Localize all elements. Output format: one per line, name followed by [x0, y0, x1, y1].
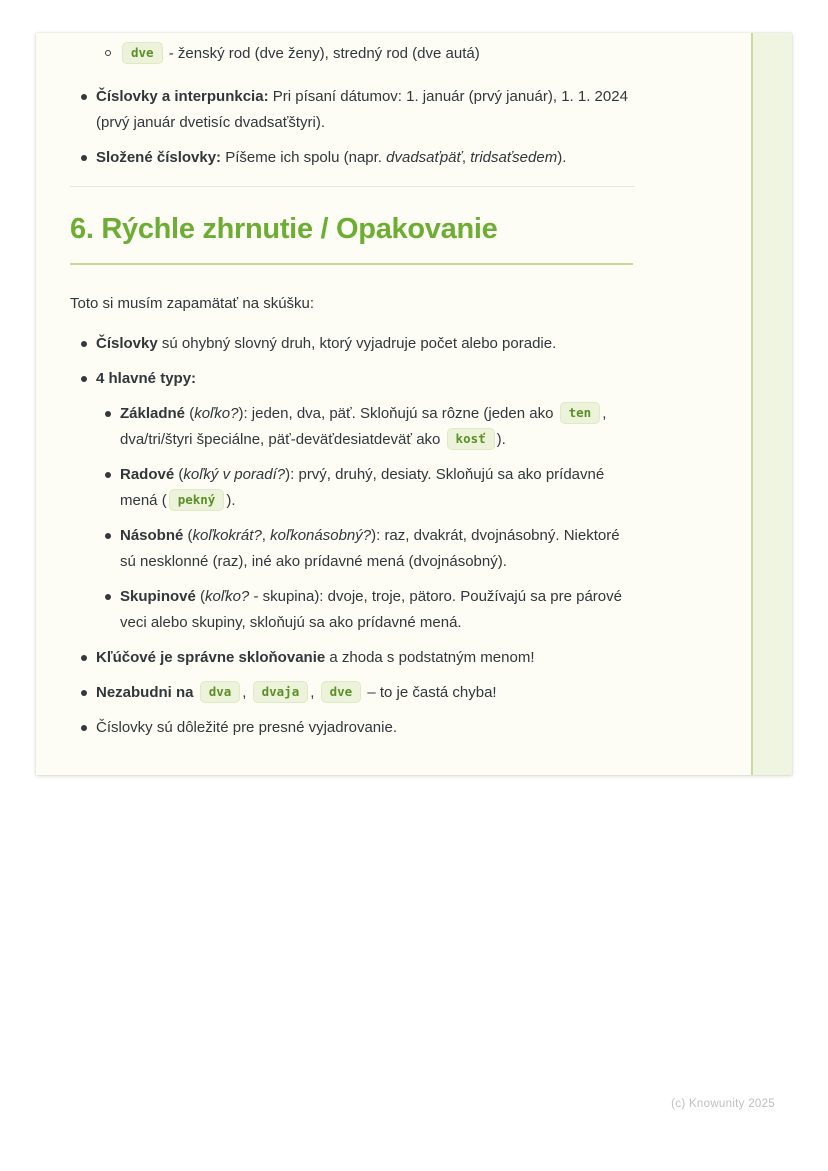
document-content — [36, 33, 635, 741]
text: a zhoda s podstatným menom! — [325, 649, 535, 666]
disc-bullet-icon — [81, 94, 87, 100]
list-item-text — [96, 715, 635, 741]
text: ( — [174, 466, 184, 483]
list-item-text — [96, 366, 635, 392]
text: ): raz, dvakrát, dvojnásobný. Niektoré sú nesklonné (raz), iné ako prídavné mená (dvojnásobný). — [120, 527, 620, 570]
list-item-text — [120, 41, 635, 67]
text: ): jeden, dva, päť. Skloňujú sa rôzne (jeden ako — [238, 405, 558, 422]
text: , — [261, 527, 271, 544]
list-item — [70, 680, 635, 706]
list-item-text — [120, 462, 635, 514]
italic-text: koľkonásobný? — [270, 527, 372, 544]
italic-text: dvadsaťpäť — [386, 149, 462, 166]
inline-code-badge: dve — [321, 681, 362, 703]
text: , dva/tri/štyri špeciálne, päť-deväťdesiatdeväť ako — [120, 405, 607, 448]
italic-text: koľkokrát? — [192, 527, 262, 544]
section-heading: 6. Rýchle zhrnutie / Opakovanie — [70, 213, 498, 245]
bold-text: Skupinové — [120, 588, 196, 605]
italic-text: koľko? — [194, 405, 239, 422]
text: Číslovky sú dôležité pre presné vyjadrovanie. — [96, 719, 397, 736]
text: , — [242, 684, 251, 701]
disc-bullet-icon — [105, 411, 111, 417]
list-item — [70, 331, 635, 357]
bold-text: Nezabudni na — [96, 684, 194, 701]
carryover-nested-list — [94, 41, 635, 67]
disc-bullet-icon — [81, 155, 87, 161]
text: sú ohybný slovný druh, ktorý vyjadruje počet alebo poradie. — [157, 335, 557, 352]
section-divider — [70, 186, 635, 187]
italic-text: koľký v poradí? — [183, 466, 286, 483]
carryover-list — [70, 84, 635, 171]
bold-text: Číslovky a interpunkcia: — [96, 88, 269, 105]
text: - skupina): dvoje, troje, pätoro. Používajú sa pre párové veci alebo skupiny, skloňujú sa ako prídavné mená. — [120, 588, 622, 631]
text — [194, 684, 198, 701]
disc-bullet-icon — [81, 655, 87, 661]
list-item — [70, 366, 635, 636]
text: ). — [496, 431, 506, 448]
bold-text: 4 hlavné typy: — [96, 370, 197, 387]
text: ( — [183, 527, 193, 544]
text: , — [461, 149, 471, 166]
list-item — [94, 462, 635, 514]
text: Píšeme ich spolu (napr. — [221, 149, 387, 166]
list-item-text — [96, 84, 635, 136]
document-page-card — [36, 33, 792, 775]
list-item-text — [96, 680, 635, 706]
bold-text: Násobné — [120, 527, 184, 544]
bold-text: Základné — [120, 405, 186, 422]
intro-paragraph: Toto si musím zapamätať na skúšku: — [70, 295, 315, 312]
text: Pri písaní dátumov: 1. január (prvý január), 1. 1. 2024 (prvý január dvetisíc dvadsaťštyri). — [96, 88, 628, 131]
list-item — [94, 41, 635, 67]
text: ): prvý, druhý, desiaty. Skloňujú sa ako prídavné mená ( — [120, 466, 605, 509]
list-item-text — [96, 331, 635, 357]
list-item — [94, 584, 635, 636]
text: ( — [195, 588, 206, 605]
italic-text: koľko? — [205, 588, 250, 605]
disc-bullet-icon — [105, 472, 111, 478]
inline-code-badge: dvaja — [253, 681, 309, 703]
list-item — [94, 401, 635, 453]
disc-bullet-icon — [81, 725, 87, 731]
list-item — [70, 715, 635, 741]
bold-text: Složené číslovky: — [96, 149, 222, 166]
copyright-footer: (c) Knowunity 2025 — [671, 1098, 775, 1110]
text: ). — [557, 149, 567, 166]
list-item — [94, 523, 635, 575]
disc-bullet-icon — [81, 376, 87, 382]
inline-code-badge: ten — [560, 402, 601, 424]
inline-code-badge: pekný — [169, 489, 225, 511]
italic-text: tridsaťsedem — [470, 149, 558, 166]
heading-underline — [70, 263, 633, 265]
disc-bullet-icon — [81, 341, 87, 347]
inline-code-badge: dve — [122, 42, 163, 64]
disc-bullet-icon — [105, 594, 111, 600]
inline-code-badge: kosť — [447, 428, 495, 450]
types-sublist — [94, 401, 635, 636]
list-item-text — [96, 645, 635, 671]
inline-code-badge: dva — [200, 681, 241, 703]
disc-bullet-icon — [81, 690, 87, 696]
list-item-text — [120, 584, 635, 636]
list-item — [70, 645, 635, 671]
list-item-text — [120, 523, 635, 575]
list-item-text — [96, 145, 635, 171]
text: - ženský rod (dve ženy), stredný rod (dve autá) — [164, 45, 480, 62]
text: ( — [185, 405, 195, 422]
list-item — [70, 145, 635, 171]
page-edge-accent-bar — [751, 33, 792, 775]
bold-text: Radové — [120, 466, 175, 483]
bold-text: Kľúčové je správne skloňovanie — [96, 649, 326, 666]
text: – to je častá chyba! — [363, 684, 497, 701]
bold-text: Číslovky — [96, 335, 158, 352]
circle-bullet-icon — [105, 50, 111, 56]
text: , — [310, 684, 319, 701]
disc-bullet-icon — [105, 533, 111, 539]
text: ). — [226, 492, 236, 509]
list-item — [70, 84, 635, 136]
list-item-text — [120, 401, 635, 453]
summary-list — [70, 331, 635, 741]
